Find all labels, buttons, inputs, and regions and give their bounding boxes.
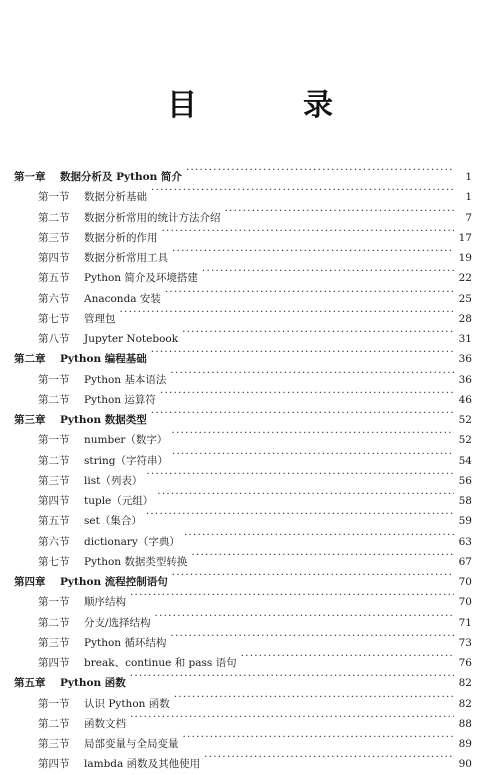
section-title: tuple（元组）	[84, 495, 154, 507]
dot-leader	[165, 282, 454, 302]
section-number: 第四节	[38, 758, 70, 771]
toc-chapter-entry	[14, 160, 472, 183]
section-title: Python 数据类型转换	[84, 555, 188, 568]
section-title: set（集合）	[84, 515, 142, 528]
chapter-number: 第四章	[14, 576, 46, 588]
dot-leader	[183, 727, 455, 747]
section-title: Python 运算符	[84, 393, 156, 406]
chapter-number: 第三章	[14, 414, 46, 426]
dot-leader	[160, 383, 454, 403]
page-number: 63	[458, 535, 472, 548]
section-number: 第一节	[38, 191, 70, 204]
page-number: 82	[458, 697, 472, 710]
section-number: 第一节	[38, 373, 70, 386]
section-title: 分支/选择结构	[84, 616, 151, 629]
section-number: 第七节	[38, 555, 70, 568]
dot-leader	[171, 423, 454, 443]
section-title: list（列表）	[84, 474, 143, 487]
page-number: 1	[465, 171, 472, 183]
page-number: 59	[458, 515, 472, 528]
section-number: 第三节	[38, 738, 70, 750]
section-number: 第四节	[38, 657, 70, 669]
dot-leader	[172, 565, 454, 585]
page-number: 19	[458, 252, 472, 264]
section-number: 第四节	[38, 252, 70, 264]
page-number: 88	[458, 717, 472, 730]
dot-leader	[162, 221, 455, 241]
dot-leader	[130, 666, 454, 686]
section-number: 第五节	[38, 515, 70, 528]
chapter-title: 数据分析及 Python 简介	[60, 171, 182, 183]
dot-leader	[204, 747, 454, 767]
dot-leader	[225, 201, 455, 221]
dot-leader	[184, 525, 454, 545]
section-title: dictionary（字典）	[84, 535, 180, 548]
section-number: 第一节	[38, 596, 70, 609]
dot-leader	[202, 261, 454, 281]
section-title: 数据分析常用的统计方法介绍	[84, 211, 221, 224]
section-title: break、continue 和 pass 语句	[84, 657, 237, 669]
page-number: 70	[458, 576, 472, 588]
section-number: 第五节	[38, 272, 70, 285]
dot-leader	[191, 545, 454, 565]
dot-leader	[172, 241, 454, 261]
page-number: 7	[465, 211, 472, 224]
dot-leader	[151, 403, 454, 423]
section-number: 第一节	[38, 434, 70, 447]
section-title: 数据分析常用工具	[84, 252, 168, 264]
chapter-title: Python 数据类型	[60, 414, 147, 426]
section-number: 第二节	[38, 454, 70, 467]
chapter-number: 第五章	[14, 677, 46, 690]
dot-leader	[170, 363, 454, 383]
dot-leader	[130, 585, 454, 605]
section-number: 第六节	[38, 535, 70, 548]
dot-leader	[146, 464, 454, 484]
dot-leader	[170, 626, 454, 646]
page-number: 31	[458, 333, 472, 345]
section-title: 数据分析基础	[84, 191, 147, 204]
dot-leader	[182, 322, 454, 342]
page-number: 25	[458, 292, 472, 305]
section-number: 第二节	[38, 211, 70, 224]
section-title: 顺序结构	[84, 596, 126, 609]
dot-leader	[146, 504, 454, 524]
page-number: 36	[458, 373, 472, 386]
chapter-number: 第一章	[14, 171, 46, 183]
section-number: 第六节	[38, 292, 70, 305]
dot-leader	[151, 342, 454, 362]
section-title: Python 基本语法	[84, 373, 167, 386]
chapter-title: Python 函数	[60, 677, 126, 690]
section-title: string（字符串）	[84, 454, 168, 467]
page-number: 70	[458, 596, 472, 609]
page-title: 目 录	[167, 88, 371, 123]
section-title: 认识 Python 函数	[84, 697, 170, 710]
page-number: 52	[458, 414, 472, 426]
dot-leader	[172, 444, 454, 464]
section-title: Python 循环结构	[84, 636, 167, 649]
page-number: 17	[458, 231, 472, 244]
section-number: 第二节	[38, 393, 70, 406]
section-title: Jupyter Notebook	[84, 333, 179, 345]
section-title: 函数文档	[84, 717, 126, 730]
page-number: 67	[458, 555, 472, 568]
section-title: 局部变量与全局变量	[84, 738, 179, 750]
section-number: 第七节	[38, 312, 70, 325]
section-number: 第八节	[38, 333, 70, 345]
section-title: number（数字）	[84, 434, 168, 447]
dot-leader	[186, 160, 454, 180]
dot-leader	[174, 687, 454, 707]
page-number: 82	[458, 677, 472, 690]
dot-leader	[120, 302, 455, 322]
section-number: 第三节	[38, 474, 70, 487]
page-number: 36	[458, 353, 472, 366]
dot-leader	[155, 606, 454, 626]
section-number: 第三节	[38, 231, 70, 244]
section-number: 第二节	[38, 717, 70, 730]
chapter-title: Python 流程控制语句	[60, 576, 168, 588]
section-title: 管理包	[84, 312, 116, 325]
section-number: 第一节	[38, 697, 70, 710]
page-number: 89	[458, 738, 472, 750]
page-number: 76	[458, 657, 472, 669]
page-number: 46	[458, 393, 472, 406]
table-of-contents	[14, 160, 472, 771]
page-number: 52	[458, 434, 472, 447]
page-number: 56	[458, 474, 472, 487]
section-title: Anaconda 安装	[84, 292, 161, 305]
section-title: 数据分析的作用	[84, 231, 158, 244]
chapter-number: 第二章	[14, 353, 46, 366]
page-number: 22	[458, 272, 472, 285]
page-number: 73	[458, 636, 472, 649]
page-number: 28	[458, 312, 472, 325]
page-number: 71	[458, 616, 472, 629]
section-title: lambda 函数及其他使用	[84, 758, 201, 771]
section-number: 第三节	[38, 636, 70, 649]
section-number: 第四节	[38, 495, 70, 507]
section-number: 第二节	[38, 616, 70, 629]
dot-leader	[157, 484, 454, 504]
page-number: 54	[458, 454, 472, 467]
dot-leader	[241, 646, 454, 666]
page-number: 1	[465, 191, 472, 204]
dot-leader	[130, 707, 454, 727]
chapter-title: Python 编程基础	[60, 353, 147, 366]
page-number: 58	[458, 495, 472, 507]
page-number: 90	[458, 758, 472, 771]
section-title: Python 简介及环境搭建	[84, 272, 198, 285]
dot-leader	[151, 180, 454, 200]
